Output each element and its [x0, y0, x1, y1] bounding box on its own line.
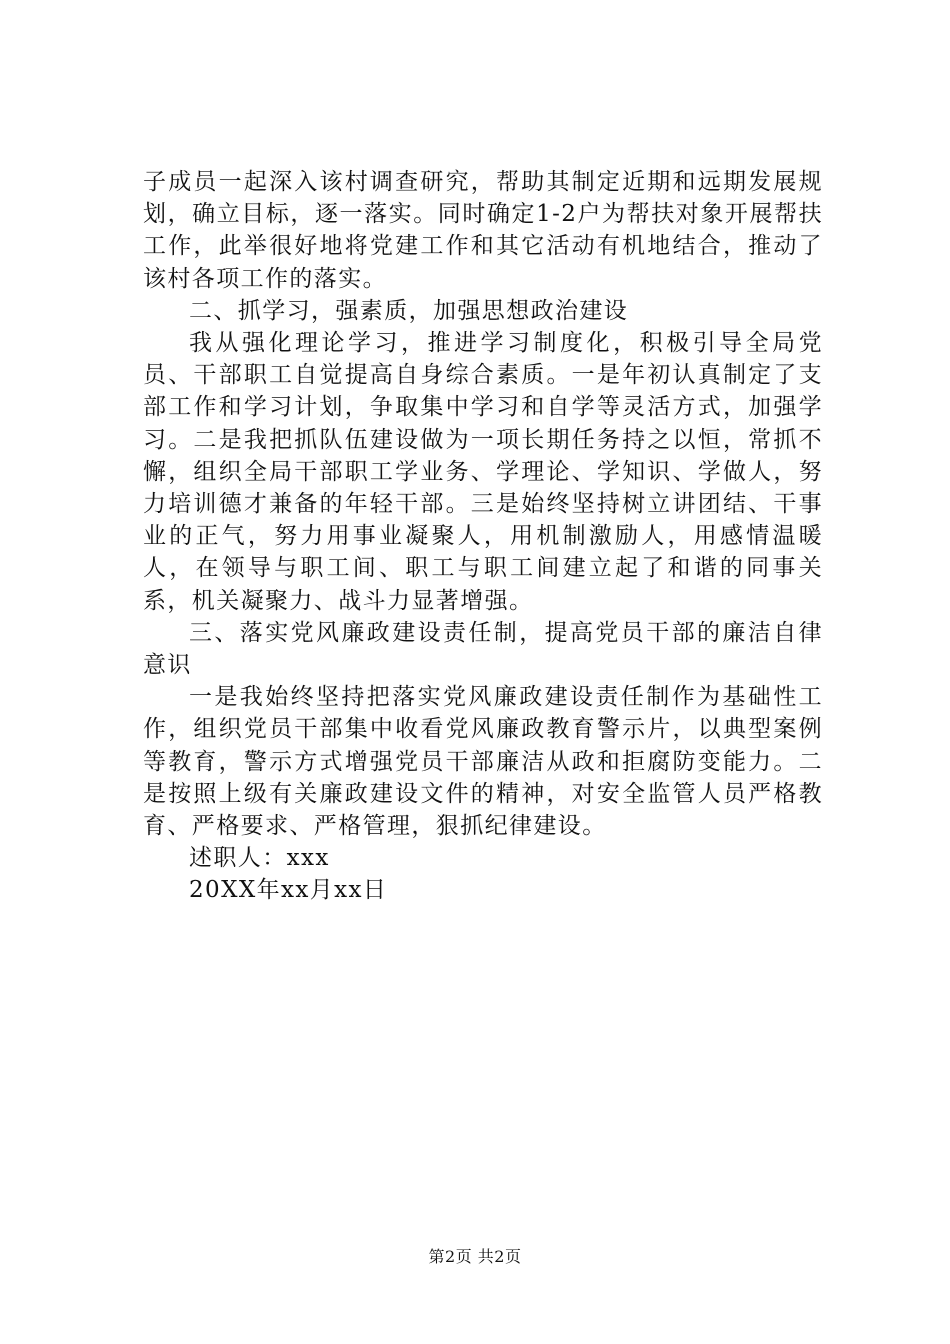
page-number-footer: 第2页 共2页	[428, 1247, 522, 1266]
report-date: 20XX年xx月xx日	[189, 877, 388, 904]
section-heading-2: 二、抓学习，强素质，加强思想政治建设	[189, 297, 629, 324]
section-heading-3: 三、落实党风廉政建设责任制，提高党员干部的廉洁自律意识	[143, 619, 823, 679]
document-body	[143, 166, 823, 907]
paragraph-continuation: 子成员一起深入该村调查研究，帮助其制定近期和远期发展规划，确立目标，逐一落实。同时确定1-2户为帮扶对象开展帮扶工作，此举很好地将党建工作和其它活动有机地结合，推动了该村各项工作的落实。	[143, 169, 823, 292]
paragraph-integrity: 一是我始终坚持把落实党风廉政建设责任制作为基础性工作，组织党员干部集中收看党风廉政教育警示片，以典型案例等教育，警示方式增强党员干部廉洁从政和拒腐防变能力。二是按照上级有关廉政建设文件的精神，对安全监管人员严格教育、严格要求、严格管理，狠抓纪律建设。	[143, 684, 823, 840]
paragraph-study: 我从强化理论学习，推进学习制度化，积极引导全局党员、干部职工自觉提高自身综合素质。一是年初认真制定了支部工作和学习计划，争取集中学习和自学等灵活方式，加强学习。二是我把抓队伍建设做为一项长期任务持之以恒，常抓不懈，组织全局干部职工学业务、学理论、学知识、学做人，努力培训德才兼备的年轻干部。三是始终坚持树立讲团结、干事业的正气，努力用事业凝聚人，用机制激励人，用感情温暖人，在领导与职工间、职工与职工间建立起了和谐的同事关系，机关凝聚力、战斗力显著增强。	[143, 330, 823, 614]
reporter-signature: 述职人：xxx	[189, 845, 330, 872]
